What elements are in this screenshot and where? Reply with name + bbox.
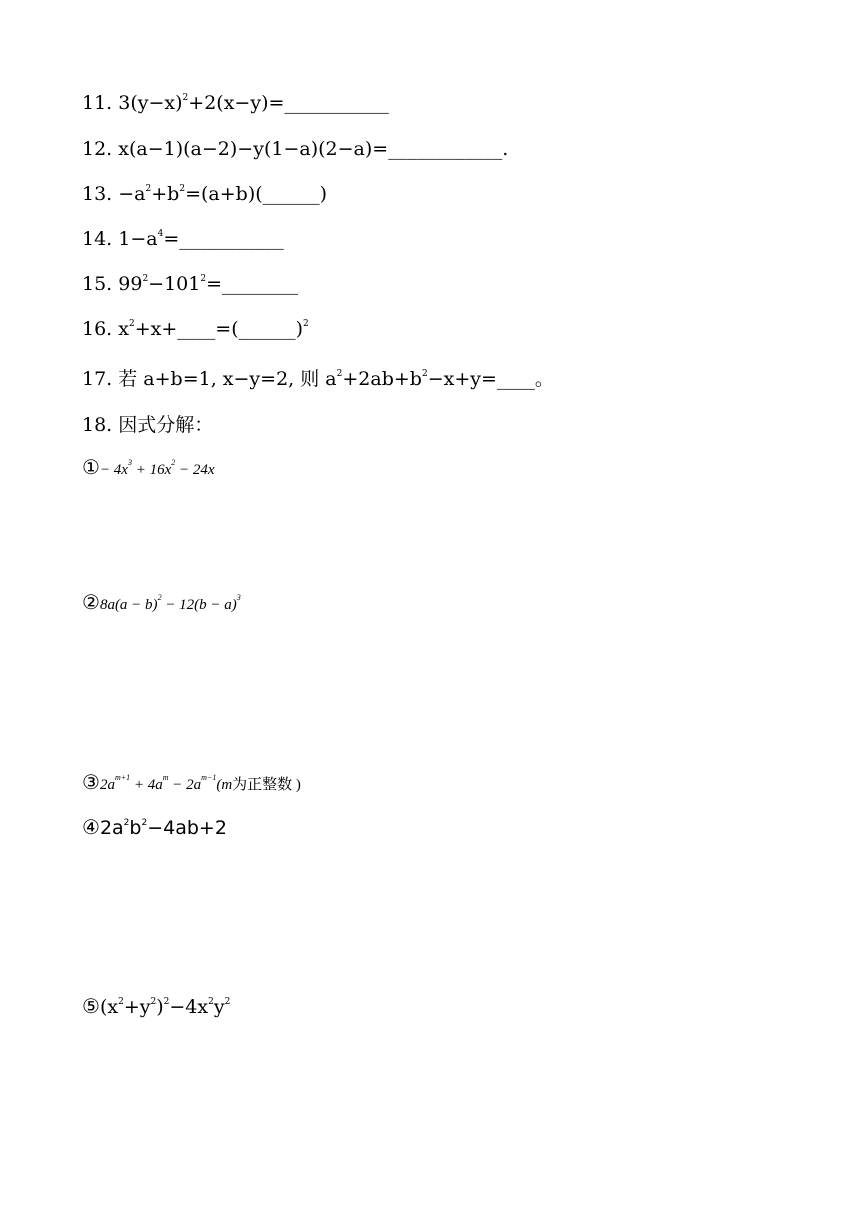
- problem-15: 15. $99^2-101^2=\_\_\_\_\_\_\_\_$: [82, 273, 299, 295]
- expression: $2a^2b^2-4ab+2$: [99, 817, 227, 839]
- factor-item-5: [82, 994, 230, 1018]
- problem-11: 11. $3(y-x)^2+2(x-y)=\_\_\_\_\_\_\_\_\_\_\_$: [82, 92, 389, 114]
- item-number: ①: [82, 455, 100, 479]
- expression-note: 为正整数 ): [232, 777, 301, 793]
- problem-14: 14. $1-a^4=\_\_\_\_\_\_\_\_\_\_\_$: [82, 228, 284, 250]
- factor-item-2: [82, 590, 241, 614]
- item-number: ⑤: [82, 994, 100, 1018]
- expression: − $4x^3 + 16x^2 - 24x$: [99, 458, 215, 478]
- expression: $2a^{m+1} + 4a^m - 2a^{m-1}(m$: [99, 773, 233, 793]
- problem-12: 12. x(a−1)(a−2)−y(1−a)(2−a)=____________.: [82, 138, 509, 160]
- expression: $8a(a - b)^2 - 12(b - a)^3$: [99, 593, 241, 613]
- item-number: ④: [82, 815, 100, 839]
- problem-17: 17. 若 a+b=1, x−y=2, 则 $a^2+2ab+b^2-x+y=\_\_\_\_$。: [82, 368, 554, 390]
- expression: $(x^2+y^2)^2-4x^2y^2$: [99, 996, 231, 1018]
- factor-item-3: [82, 770, 301, 794]
- problem-13: 13. $-a^2+b^2=(a+b)(\_\_\_\_\_\_)$: [82, 183, 328, 205]
- factor-item-4: [82, 815, 227, 839]
- factor-item-1: [82, 455, 215, 479]
- item-number: ③: [82, 770, 100, 794]
- item-number: ②: [82, 590, 100, 614]
- problem-16: 16. $x^2+x+\_\_\_\_=(\_\_\_\_\_\_)^2$: [82, 318, 309, 340]
- problem-18-heading: 18. 因式分解：: [82, 414, 214, 436]
